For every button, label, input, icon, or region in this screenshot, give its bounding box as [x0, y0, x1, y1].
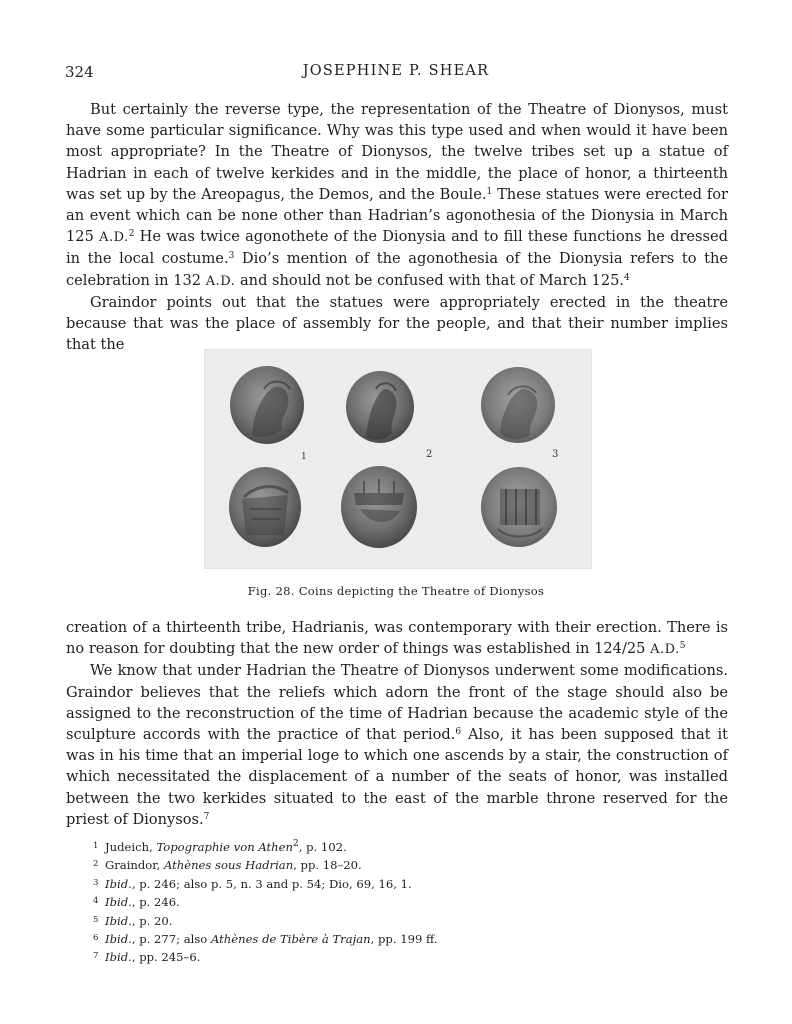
footnote: 7 Ibid., pp. 245–6. — [93, 950, 201, 965]
coin-label: 1 — [301, 452, 307, 462]
paragraph: Graindor points out that the statues were appropriately erected in the theatre because that was the place of assembly for the people, and that their number implies that the — [66, 293, 728, 354]
body-text-bottom — [66, 617, 728, 830]
coin-label: 2 — [426, 449, 433, 460]
coin-label: 3 — [552, 449, 559, 460]
footnote-ref: 1 — [486, 186, 493, 197]
footnote-ref: 7 — [203, 811, 210, 822]
footnote-ref: 2 — [128, 229, 135, 240]
figure-caption: Fig. 28. Coins depicting the Theatre of Dionysos — [247, 584, 545, 598]
footnote: 3 Ibid., p. 246; also p. 5, n. 3 and p. 54; Dio, 69, 16, 1. — [93, 876, 412, 891]
paragraph: We know that under Hadrian the Theatre of Dionysos underwent some modifications. Graindor believes that the reliefs which adorn the front of the stage should also be assigned to the reconstruction of the time of Hadrian because the academic style of the sculpture accords with the practice of that period.$^6$ Also, it has been supposed that it was in his time that an imperial loge to which one ascends by a stair, the construction of which necessitated the displacement of a number of the seats of honor, was installed between the two kerkides situated to the east of the marble throne reserved for the priest of Dionysos.$^7$ — [66, 662, 729, 828]
coin-obverse-3 — [481, 367, 555, 443]
footnotes — [93, 838, 438, 967]
footnote: 2 Graindor, Athènes sous Hadrian, pp. 18–20. — [93, 858, 362, 873]
coin-obverse-2 — [346, 371, 414, 443]
paragraph: creation of a thirteenth tribe, Hadrianis, was contemporary with their erection. There is no reason for doubting that the new order of things was established in 124/25 A.D.$^5$ — [66, 619, 728, 658]
page-number: 324 — [65, 63, 94, 81]
coin-obverse-1 — [230, 366, 304, 444]
paragraph: But certainly the reverse type, the representation of the Theatre of Dionysos, must have some particular significance. Why was this type used and when would it have been most appropriate? In the Theatre of Dionysos, the twelve tribes set up a statue of Hadrian in each of twelve kerkides and in the middle, the place of honor, a thirteenth was set up by the Areopagus, the Demos, and the Boule.$^1$ These statues were erected for an event which can be none other than Hadrian’s agonothesia of the Dionysia in March 125 A.D.$^2$ He was twice agonothete of the Dionysia and to fill these functions he dressed in the local costume.$^3$ Dio’s mention of the agonothesia of the Dionysia refers to the celebration in 132 A.D. and should not be confused with that of March 125.$^4$ — [66, 101, 728, 289]
footnote-ref: 4 — [624, 272, 630, 283]
coin-reverse-1 — [229, 467, 301, 547]
footnote: 5 Ibid., p. 20. — [93, 913, 173, 928]
coin-reverse-3 — [481, 467, 557, 547]
footnote: 6 Ibid., p. 277; also Athènes de Tibère à Trajan, pp. 199 ff. — [93, 932, 438, 947]
coin-reverse-2 — [341, 466, 417, 548]
footnote: 4 Ibid., p. 246. — [93, 895, 180, 910]
body-text-top — [66, 99, 728, 355]
footnote: 1 Judeich, Topographie von Athen$^2$, p. 102. — [93, 839, 347, 854]
footnote-ref: 3 — [228, 251, 235, 262]
footnote-ref: 5 — [679, 641, 686, 652]
running-head: JOSEPHINE P. SHEAR — [302, 63, 490, 79]
footnote-ref: 6 — [455, 727, 462, 738]
coin-figure — [204, 349, 592, 569]
